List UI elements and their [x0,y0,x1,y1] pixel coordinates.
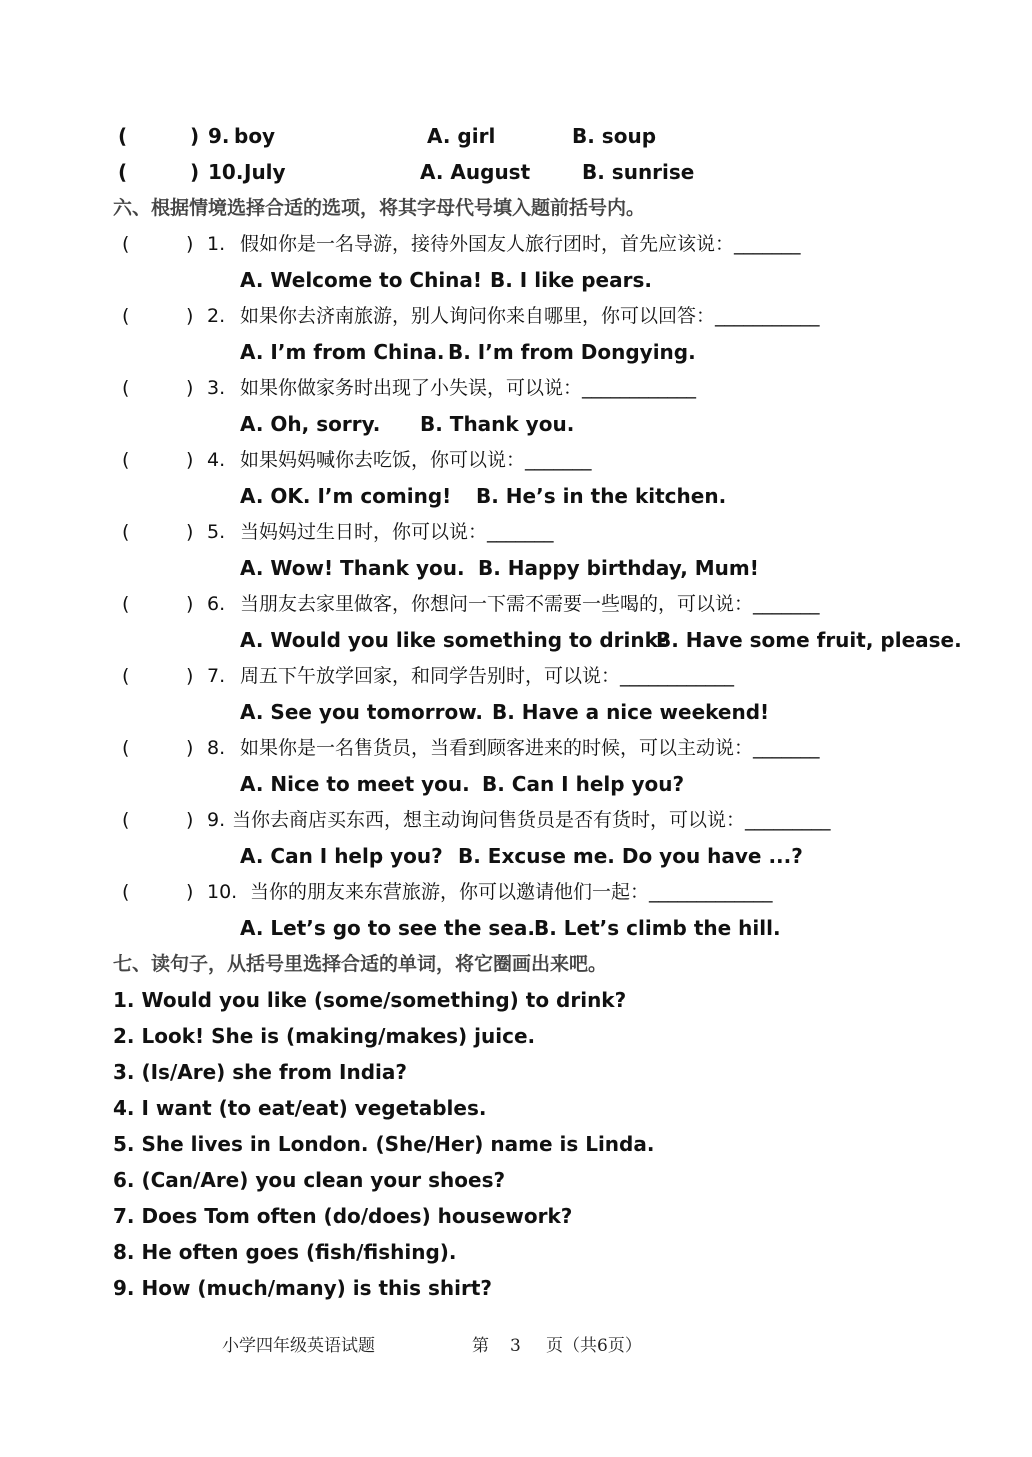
item-number: 8. [207,737,226,759]
option-a: A. Oh, sorry. [240,412,381,436]
answer-paren-open[interactable]: ( [118,124,128,148]
answer-paren-close: ) [186,305,194,327]
section-7-title: 七、读句子，从括号里选择合适的单词，将它圈画出来吧。 [113,953,608,975]
option-a: A. August [420,160,531,184]
answer-paren-close: ) [186,809,194,831]
answer-paren-close: ) [186,521,194,543]
sentence-item: 1. Would you like (some/something) to drink? [113,988,627,1012]
answer-paren-close: ) [186,377,194,399]
question-text: 如果你做家务时出现了小失误，可以说：____________ [240,377,697,399]
item-number: 10. [208,160,244,184]
answer-paren-open[interactable]: ( [122,737,130,759]
option-a: A. Can I help you? [240,844,443,868]
option-a: A. See you tomorrow. [240,700,484,724]
answer-paren-close: ) [186,449,194,471]
question-text: 当妈妈过生日时，你可以说：_______ [240,521,554,543]
footer-page-label: 第 [472,1336,489,1356]
answer-paren-close: ) [186,737,194,759]
answer-paren-close: ) [186,665,194,687]
answer-paren-close: ) [190,124,200,148]
option-a: A. Wow! Thank you. [240,556,465,580]
answer-paren-open[interactable]: ( [122,521,130,543]
answer-paren-open[interactable]: ( [122,593,130,615]
sentence-item: 6. (Can/Are) you clean your shoes? [113,1168,506,1192]
option-b: B. Happy birthday, Mum! [478,556,759,580]
item-number: 3. [207,377,226,399]
item-number: 2. [207,305,226,327]
item-number: 10. [207,881,238,903]
option-b: B. Have a nice weekend! [492,700,770,724]
item-number: 9. [207,809,226,831]
answer-paren-open[interactable]: ( [122,665,130,687]
footer-title: 小学四年级英语试题 [222,1336,375,1356]
item-number: 5. [207,521,226,543]
sentence-item: 9. How (much/many) is this shirt? [113,1276,492,1300]
answer-paren-open[interactable]: ( [122,233,130,255]
option-b: B. Excuse me. Do you have ...? [458,844,803,868]
sentence-item: 3. (Is/Are) she from India? [113,1060,408,1084]
option-b: B. Thank you. [420,412,575,436]
option-b: B. He’s in the kitchen. [476,484,727,508]
item-number: 7. [207,665,226,687]
sentence-item: 2. Look! She is (making/makes) juice. [113,1024,536,1048]
question-text: 当你的朋友来东营旅游，你可以邀请他们一起：_____________ [250,881,773,903]
question-text: 当你去商店买东西，想主动询问售货员是否有货时，可以说：_________ [232,809,831,831]
item-number: 4. [207,449,226,471]
option-b: B. Have some fruit, please. [656,628,962,652]
item-number: 1. [207,233,226,255]
sentence-item: 5. She lives in London. (She/Her) name is Linda. [113,1132,655,1156]
question-text: 当朋友去家里做客，你想问一下需不需要一些喝的，可以说：_______ [240,593,820,615]
sentence-item: 4. I want (to eat/eat) vegetables. [113,1096,487,1120]
option-a: A. Would you like something to drink? [240,628,670,652]
answer-paren-open[interactable]: ( [122,377,130,399]
answer-paren-open[interactable]: ( [122,305,130,327]
option-a: A. girl [427,124,496,148]
option-a: A. Nice to meet you. [240,772,470,796]
option-b: B. I like pears. [490,268,652,292]
option-b: B. I’m from Dongying. [448,340,696,364]
section-6-title: 六、根据情境选择合适的选项，将其字母代号填入题前括号内。 [113,197,646,219]
question-text: 如果你是一名售货员，当看到顾客进来的时候，可以主动说：_______ [240,737,820,759]
item-word: July [244,160,286,184]
question-text: 如果妈妈喊你去吃饭，你可以说：_______ [240,449,592,471]
option-b: B. Let’s climb the hill. [534,916,781,940]
item-word: boy [234,124,276,148]
item-number: 9. [208,124,230,148]
sentence-item: 8. He often goes (fish/fishing). [113,1240,457,1264]
option-b: B. sunrise [582,160,695,184]
question-text: 假如你是一名导游，接待外国友人旅行团时，首先应该说：_______ [240,233,801,255]
answer-paren-close: ) [186,233,194,255]
answer-paren-close: ) [186,593,194,615]
answer-paren-open[interactable]: ( [118,160,128,184]
sentence-item: 7. Does Tom often (do/does) housework? [113,1204,573,1228]
question-text: 周五下午放学回家，和同学告别时，可以说：____________ [240,665,735,687]
option-a: A. OK. I’m coming! [240,484,452,508]
option-a: A. Let’s go to see the sea. [240,916,535,940]
answer-paren-open[interactable]: ( [122,881,130,903]
option-b: B. soup [572,124,657,148]
answer-paren-close: ) [186,881,194,903]
footer-page-number: 3 [510,1336,521,1356]
answer-paren-open[interactable]: ( [122,449,130,471]
item-number: 6. [207,593,226,615]
option-a: A. Welcome to China! [240,268,483,292]
answer-paren-open[interactable]: ( [122,809,130,831]
option-b: B. Can I help you? [482,772,685,796]
footer-page-suffix: 页（共6页） [546,1336,642,1356]
option-a: A. I’m from China. [240,340,445,364]
answer-paren-close: ) [190,160,200,184]
question-text: 如果你去济南旅游，别人询问你来自哪里，你可以回答：___________ [240,305,820,327]
